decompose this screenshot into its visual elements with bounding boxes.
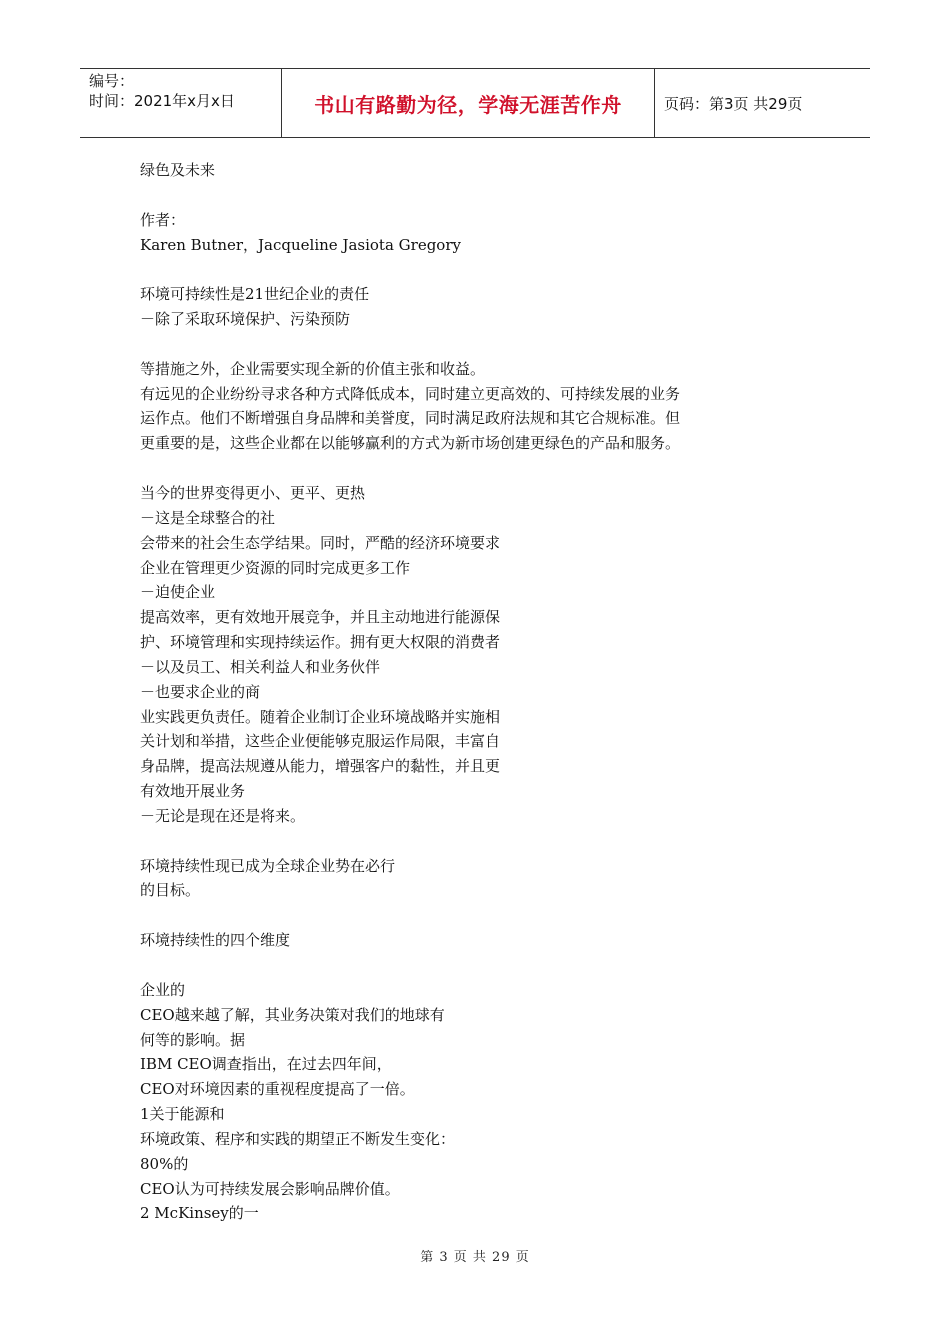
article-body xyxy=(140,158,760,1226)
text-line: 护、环境管理和实现持续运作。拥有更大权限的消费者 xyxy=(140,633,501,652)
text-line: 当今的世界变得更小、更平、更热 xyxy=(140,483,366,502)
text-line: 会带来的社会生态学结果。同时，严酷的经济环境要求 xyxy=(140,533,501,552)
header-divider xyxy=(654,69,655,137)
header-meta xyxy=(89,71,235,111)
text-line: －迫使企业 xyxy=(140,583,216,602)
text-line: 等措施之外，企业需要实现全新的价值主张和收益。 xyxy=(140,359,486,378)
text-line: IBM CEO调查指出，在过去四年间， xyxy=(140,1055,392,1074)
blank-line xyxy=(140,257,760,282)
text-line: CEO对环境因素的重视程度提高了一倍。 xyxy=(140,1080,415,1099)
text-line: 有效地开展业务 xyxy=(140,782,246,801)
text-line: 身品牌，提高法规遵从能力，增强客户的黏性，并且更 xyxy=(140,757,501,776)
text-line: －除了采取环境保护、污染预防 xyxy=(140,310,351,329)
blank-line xyxy=(140,456,760,481)
text-line: 更重要的是，这些企业都在以能够赢利的方式为新市场创建更绿色的产品和服务。 xyxy=(140,434,681,453)
text-line: －也要求企业的商 xyxy=(140,682,261,701)
header-motto: 书山有路勤为径，学海无涯苦作舟 xyxy=(314,92,622,117)
document-header xyxy=(80,68,870,138)
text-line: 有远见的企业纷纷寻求各种方式降低成本，同时建立更高效的、可持续发展的业务 xyxy=(140,384,681,403)
text-line: 环境政策、程序和实践的期望正不断发生变化： xyxy=(140,1129,456,1148)
text-line: CEO认为可持续发展会影响品牌价值。 xyxy=(140,1179,400,1198)
text-line: 业实践更负责任。随着企业制订企业环境战略并实施相 xyxy=(140,707,501,726)
blank-line xyxy=(140,953,760,978)
blank-line xyxy=(140,332,760,357)
blank-line xyxy=(140,183,760,208)
header-page-info: 页码：第3页 共29页 xyxy=(664,95,803,113)
text-line: 环境持续性现已成为全球企业势在必行 xyxy=(140,856,396,875)
text-line: 的目标。 xyxy=(140,881,201,900)
text-line: －以及员工、相关利益人和业务伙伴 xyxy=(140,657,381,676)
text-line: 提高效率，更有效地开展竞争，并且主动地进行能源保 xyxy=(140,608,501,627)
text-line: －无论是现在还是将来。 xyxy=(140,806,306,825)
blank-line xyxy=(140,903,760,928)
text-line: 作者： xyxy=(140,210,186,229)
blank-line xyxy=(140,829,760,854)
date-label: 时间：2021年x月x日 xyxy=(89,92,235,110)
text-line: 何等的影响。据 xyxy=(140,1030,246,1049)
text-line: 企业在管理更少资源的同时完成更多工作 xyxy=(140,558,411,577)
text-line: 运作点。他们不断增强自身品牌和美誉度，同时满足政府法规和其它合规标准。但 xyxy=(140,409,681,428)
text-line: CEO越来越了解，其业务决策对我们的地球有 xyxy=(140,1005,445,1024)
text-line: Karen Butner，Jacqueline Jasiota Gregory xyxy=(140,235,461,254)
text-line: 绿色及未来 xyxy=(140,161,216,179)
text-line: 80%的 xyxy=(140,1154,189,1173)
text-line: 环境持续性的四个维度 xyxy=(140,931,291,950)
page-footer: 第 3 页 共 29 页 xyxy=(420,1250,530,1265)
text-line: 1关于能源和 xyxy=(140,1105,225,1124)
text-line: 企业的 xyxy=(140,980,186,999)
text-line: －这是全球整合的社 xyxy=(140,508,276,527)
number-label: 编号： xyxy=(89,72,135,90)
text-line: 2 McKinsey的一 xyxy=(140,1204,259,1223)
text-line: 环境可持续性是21世纪企业的责任 xyxy=(140,285,370,304)
text-line: 关计划和举措，这些企业便能够克服运作局限，丰富自 xyxy=(140,732,501,751)
